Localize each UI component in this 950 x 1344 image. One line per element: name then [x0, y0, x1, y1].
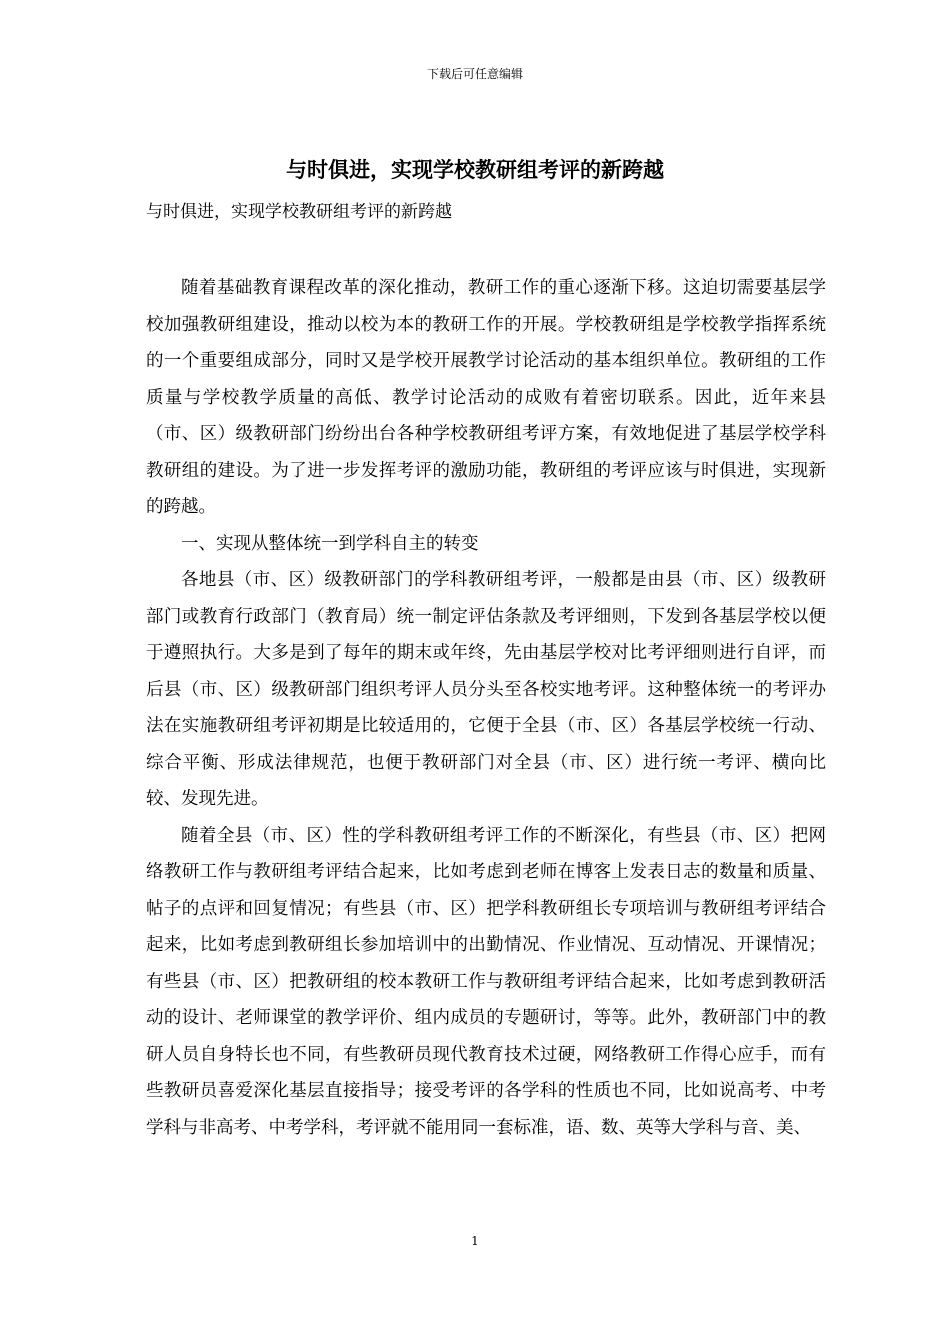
page-header: 下载后可任意编辑	[426, 67, 523, 81]
document-title: 与时俱进，实现学校教研组考评的新跨越	[286, 157, 664, 182]
page-number: 1	[471, 1234, 479, 1248]
document-body	[146, 270, 826, 1146]
paragraph-2: 各地县（市、区）级教研部门的学科教研组考评，一般都是由县（市、区）级教研部门或教育行政部门（教育局）统一制定评估条款及考评细则，下发到各基层学校以便于遵照执行。大多是到了每年的期末或年终，先由基层学校对比考评细则进行自评，而后县（市、区）级教研部门组织考评人员分头至各校实地考评。这种整体统一的考评办法在实施教研组考评初期是比较适用的，它便于全县（市、区）各基层学校统一行动、综合平衡、形成法律规范，也便于教研部门对全县（市、区）进行统一考评、横向比较、发现先进。	[146, 570, 826, 809]
paragraph-3: 随着全县（市、区）性的学科教研组考评工作的不断深化，有些县（市、区）把网络教研工作与教研组考评结合起来，比如考虑到老师在博客上发表日志的数量和质量、帖子的点评和回复情况；有些县（市、区）把学科教研组长专项培训与教研组考评结合起来，比如考虑到教研组长参加培训中的出勤情况、作业情况、互动情况、开课情况；有些县（市、区）把教研组的校本教研工作与教研组考评结合起来，比如考虑到教研活动的设计、老师课堂的教学评价、组内成员的专题研讨，等等。此外，教研部门中的教研人员自身特长也不同，有些教研员现代教育技术过硬，网络教研工作得心应手，而有些教研员喜爱深化基层直接指导；接受考评的各学科的性质也不同，比如说高考、中考学科与非高考、中考学科，考评就不能用同一套标准，语、数、英等大学科与音、美、	[146, 825, 826, 1138]
section-heading-1: 一、实现从整体统一到学科自主的转变	[181, 533, 479, 554]
document-subtitle: 与时俱进，实现学校教研组考评的新跨越	[146, 202, 452, 222]
paragraph-intro: 随着基础教育课程改革的深化推动，教研工作的重心逐渐下移。这迫切需要基层学校加强教研组建设，推动以校为本的教研工作的开展。学校教研组是学校教学指挥系统的一个重要组成部分，同时又是学校开展教学讨论活动的基本组织单位。教研组的工作质量与学校教学质量的高低、教学讨论活动的成败有着密切联系。因此，近年来县（市、区）级教研部门纷纷出台各种学校教研组考评方案，有效地促进了基层学校学科教研组的建设。为了进一步发挥考评的激励功能，教研组的考评应该与时俱进，实现新的跨越。	[146, 278, 826, 517]
